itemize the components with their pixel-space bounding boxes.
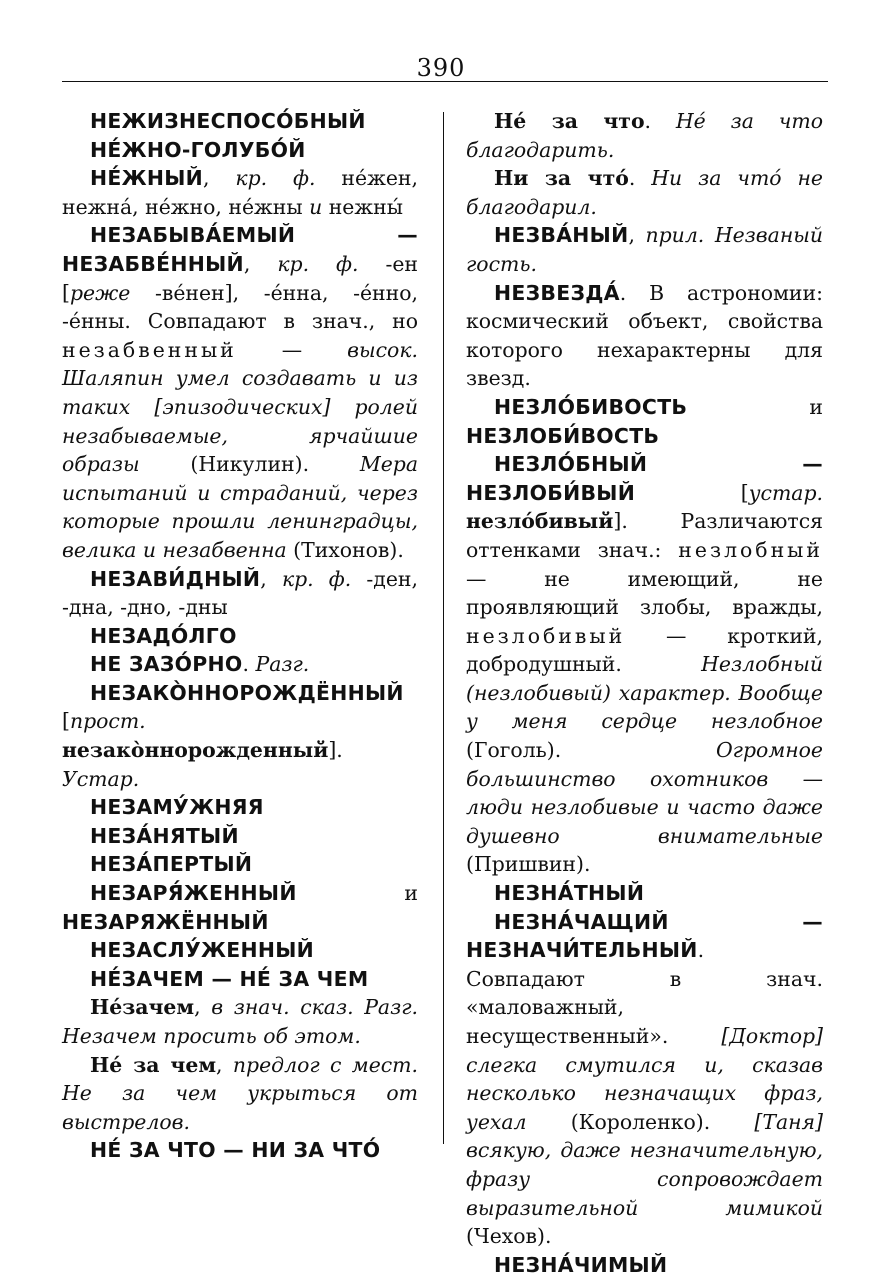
headword: НЕЗАРЯ́ЖЕННЫЙ — [90, 881, 297, 906]
headword: НЕЗВЕЗДА́ — [494, 280, 620, 305]
entry-text: -ен [ — [62, 251, 418, 305]
example-quote: прил. Незваный гость. — [466, 223, 823, 276]
entry-note: прост. — [69, 709, 146, 734]
entry — [466, 279, 823, 393]
headword: НЕЗЛОБИ́ВОСТЬ — [466, 423, 660, 448]
headword: НЕ ЗАЗО́РНО — [90, 652, 243, 677]
entry-note: реже — [69, 280, 131, 305]
entry-text: , — [203, 166, 236, 191]
headword: НЕ́ЖНЫЙ — [90, 166, 204, 191]
entry — [62, 136, 418, 165]
entry-note: устар. — [748, 480, 823, 505]
entry-text: , — [243, 251, 278, 276]
page-number: 390 — [416, 54, 466, 82]
source-citation: (Короленко). — [526, 1109, 755, 1134]
entry — [62, 1136, 418, 1165]
headword: НЕЗНА́ЧИМЫЙ — [494, 1252, 668, 1277]
entry-text: , — [260, 566, 282, 591]
subentry-word: Ни за что́ — [494, 166, 629, 191]
entry — [466, 908, 823, 1251]
header-rule — [62, 81, 828, 82]
entry — [466, 393, 823, 450]
subentry-word: Не́зачем — [90, 995, 195, 1020]
entry-note: кр. ф. — [277, 251, 359, 276]
entry — [62, 650, 418, 679]
entry-text: . В астрономии: космический объект, свойства которого нехарактерны для звезд. — [466, 280, 823, 391]
entry — [466, 450, 823, 879]
source-citation: (Тихонов). — [286, 537, 404, 562]
entry — [466, 1251, 823, 1279]
entry-text: . — [242, 652, 256, 677]
entry — [62, 164, 418, 221]
headword: НЕ́ЖНО-ГОЛУБО́Й — [90, 137, 306, 162]
spaced-word: незабвенный — [62, 337, 237, 362]
example-quote: предлог с мест. Не за чем укрыться от выстрелов. — [62, 1052, 419, 1134]
entry-text: [ — [635, 480, 749, 505]
entry-text: и — [687, 394, 823, 419]
entry — [62, 221, 418, 564]
example-quote: Незлобный (незлобивый) характер. Вообще у меня сердце незлобное — [466, 652, 823, 734]
entry — [62, 1051, 418, 1137]
headword: НЕ́ ЗА ЧТО — НИ ЗА ЧТО́ — [90, 1138, 381, 1163]
entry-text: — не имеющий, не проявляющий злобы, вражды, — [466, 566, 823, 620]
entry-text: , — [628, 223, 646, 248]
headword: НЕЗЛО́БНЫЙ — НЕЗЛОБИ́ВЫЙ — [466, 452, 823, 505]
example-quote: Огромное большинство охотников — люди незлобивые и часто даже душевно внимательные — [466, 738, 823, 848]
entry — [466, 221, 823, 278]
entry-text: , — [194, 995, 212, 1020]
variant-form: незло́бивый — [466, 509, 614, 534]
entry-text: не́жен, нежна́, не́жно, не́жны — [62, 166, 418, 219]
example-quote: Не́ за что благодарить. — [466, 109, 823, 162]
entry — [62, 850, 418, 879]
entry-note: кр. ф. — [235, 166, 316, 191]
left-column — [62, 107, 418, 1165]
entry-text: — — [236, 337, 348, 362]
entry-text: ]. Различаются оттенками знач.: — [466, 509, 823, 562]
entry-text: — кроткий, добродушный. — [466, 623, 823, 677]
source-citation: (Пришвин). — [466, 852, 591, 877]
entry — [62, 622, 418, 651]
entry-text: . — [644, 109, 676, 133]
entry-text: , — [216, 1052, 233, 1077]
right-column — [466, 107, 823, 1279]
headword: НЕЗАКО̀ННОРОЖДЁННЫЙ — [90, 680, 404, 705]
entry — [62, 879, 418, 936]
headword: НЕЗАБЫВА́ЕМЫЙ — НЕЗАБВЕ́ННЫЙ — [62, 223, 418, 276]
example-quote: высок. Шаляпин умел создавать и из таких [эпизодических] ролей незабываемые, ярчайшие образы — [62, 337, 418, 477]
entry-note: Устар. — [62, 766, 140, 791]
entry — [466, 107, 823, 164]
headword: НЕЗНА́ЧАЩИЙ — НЕЗНАЧИ́ТЕЛЬНЫЙ — [466, 909, 823, 963]
example-quote: [Таня] всякую, даже незначительную, фразу сопровождает выразительной мимикой — [466, 1109, 823, 1220]
variant-form: незако̀ннорожденный — [62, 738, 329, 763]
entry — [62, 822, 418, 851]
entry-text: [ — [62, 709, 70, 734]
entry — [62, 936, 418, 965]
headword: НЕЗЛО́БИВОСТЬ — [494, 394, 688, 419]
source-citation: (Никулин). — [139, 452, 360, 477]
source-citation: (Чехов). — [466, 1224, 552, 1249]
entry-text: -ден, -дна, -дно, -дны — [62, 566, 418, 620]
source-citation: (Гоголь). — [466, 738, 716, 763]
entry-text: и — [296, 881, 418, 906]
headword: НЕЗА́ПЕРТЫЙ — [90, 852, 253, 877]
entry-note: и — [309, 194, 323, 219]
subentry-word: Не́ за чем — [90, 1052, 217, 1077]
headword: НЕЗАДО́ЛГО — [90, 623, 237, 648]
entry — [466, 879, 823, 908]
entry — [62, 965, 418, 994]
entry — [466, 164, 823, 221]
spaced-word: незлобивый — [466, 623, 626, 648]
headword: НЕЗАСЛУ́ЖЕННЫЙ — [90, 938, 314, 963]
entry — [62, 793, 418, 822]
column-divider — [443, 112, 444, 1144]
subentry-word: Не́ за что — [494, 109, 645, 133]
entry-note: кр. ф. — [281, 566, 352, 591]
entry-text: -ве́нен], -е́нна, -е́нно, -е́нны. Совпадают в знач., но — [62, 280, 418, 334]
example-quote: Ни за что́ не благодарил. — [466, 166, 823, 219]
example-quote: [Доктор] слегка смутился и, сказав несколько незначащих фраз, уехал — [466, 1024, 823, 1134]
entry-text: . Совпадают в знач. «маловажный, несущественный». — [466, 938, 823, 1048]
headword: НЕЗНА́ТНЫЙ — [494, 881, 645, 906]
entry — [62, 107, 418, 136]
entry — [62, 679, 418, 793]
entry-text: ]. — [328, 738, 343, 763]
entry-text: нежны́ — [322, 194, 403, 219]
example-quote: в знач. сказ. Разг. Незачем просить об этом. — [62, 995, 418, 1048]
entry — [62, 565, 418, 622]
headword: НЕ́ЗАЧЕМ — НЕ́ ЗА ЧЕМ — [90, 966, 369, 991]
headword: НЕЗАМУ́ЖНЯЯ — [90, 795, 264, 820]
headword: НЕЖИЗНЕСПОСО́БНЫЙ — [90, 109, 366, 133]
headword: НЕЗВА́НЫЙ — [494, 223, 629, 248]
spaced-word: незлобный — [678, 537, 823, 562]
example-quote: Мера испытаний и страданий, через которые прошли ленинградцы, велика и незабвенна — [62, 452, 418, 562]
headword: НЕЗА́НЯТЫЙ — [90, 823, 239, 848]
entry-note: Разг. — [255, 652, 310, 677]
headword: НЕЗАРЯЖЁННЫЙ — [62, 909, 269, 934]
entry — [62, 993, 418, 1050]
entry-text: . — [628, 166, 652, 191]
headword: НЕЗАВИ́ДНЫЙ — [90, 566, 261, 591]
